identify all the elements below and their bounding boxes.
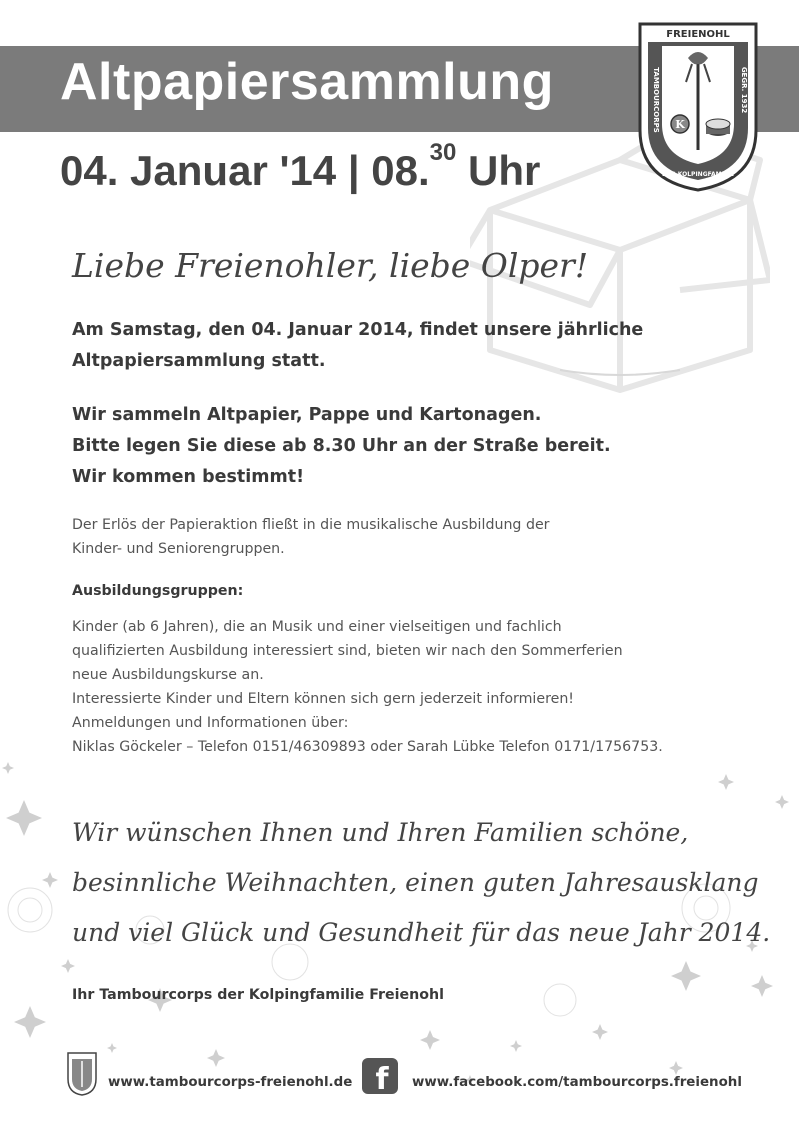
facebook-link[interactable]: www.facebook.com/tambourcorps.freienohl <box>412 1075 742 1090</box>
crest-ring-right: GEGR. 1932 <box>740 66 748 114</box>
svg-text:f: f <box>375 1062 389 1094</box>
tambourcorps-crest <box>636 20 760 192</box>
crest-ring-bottom: DER KOLPINGFAMILIE <box>661 171 735 178</box>
training-paragraph: Kinder (ab 6 Jahren), die an Musik und einer vielseitigen und fachlich qualifizierten Ausbildung interessiert sind, bieten wir nach den Sommerferien neue Ausbildungskurse an. Interessierte Kinder und Eltern können sich gern jederzeit informieren! Anmeldungen und Informationen über: Niklas Göckeler – Telefon 0151/46309893 oder Sarah Lübke Telefon 0171/1756753. <box>72 619 663 755</box>
proceeds-paragraph: Der Erlös der Papieraktion fließt in die musikalische Ausbildung der Kinder- und Seniorengruppen. <box>72 517 550 557</box>
intro-paragraph: Am Samstag, den 04. Januar 2014, findet unsere jährliche Altpapiersammlung statt. <box>72 320 644 371</box>
facebook-icon <box>362 1058 398 1094</box>
training-heading: Ausbildungsgruppen: <box>72 583 244 599</box>
small-crest-icon <box>66 1049 98 1097</box>
website-link[interactable]: www.tambourcorps-freienohl.de <box>108 1075 353 1090</box>
wish-line-1: Wir wünschen Ihnen und Ihren Familien schöne, <box>72 818 689 847</box>
svg-text:K: K <box>675 118 685 131</box>
crest-ring-left: TAMBOURCORPS <box>652 67 660 133</box>
drum-icon <box>706 119 730 136</box>
collection-paragraph: Wir sammeln Altpapier, Pappe und Kartonagen. Bitte legen Sie diese ab 8.30 Uhr an der Straße bereit. Wir kommen bestimmt! <box>72 405 611 487</box>
crest-top-label: FREIENOHL <box>666 29 730 40</box>
signoff: Ihr Tambourcorps der Kolpingfamilie Freienohl <box>72 987 444 1003</box>
wish-line-2: besinnliche Weihnachten, einen guten Jahresausklang <box>72 868 759 897</box>
greeting: Liebe Freienohler, liebe Olper! <box>72 246 589 285</box>
event-date-time: 04. Januar '14 | 08.30 Uhr <box>60 139 541 194</box>
wish-line-3: und viel Glück und Gesundheit für das neue Jahr 2014. <box>72 918 771 947</box>
kolping-emblem-icon <box>671 115 689 133</box>
page-title: Altpapiersammlung <box>60 53 554 111</box>
